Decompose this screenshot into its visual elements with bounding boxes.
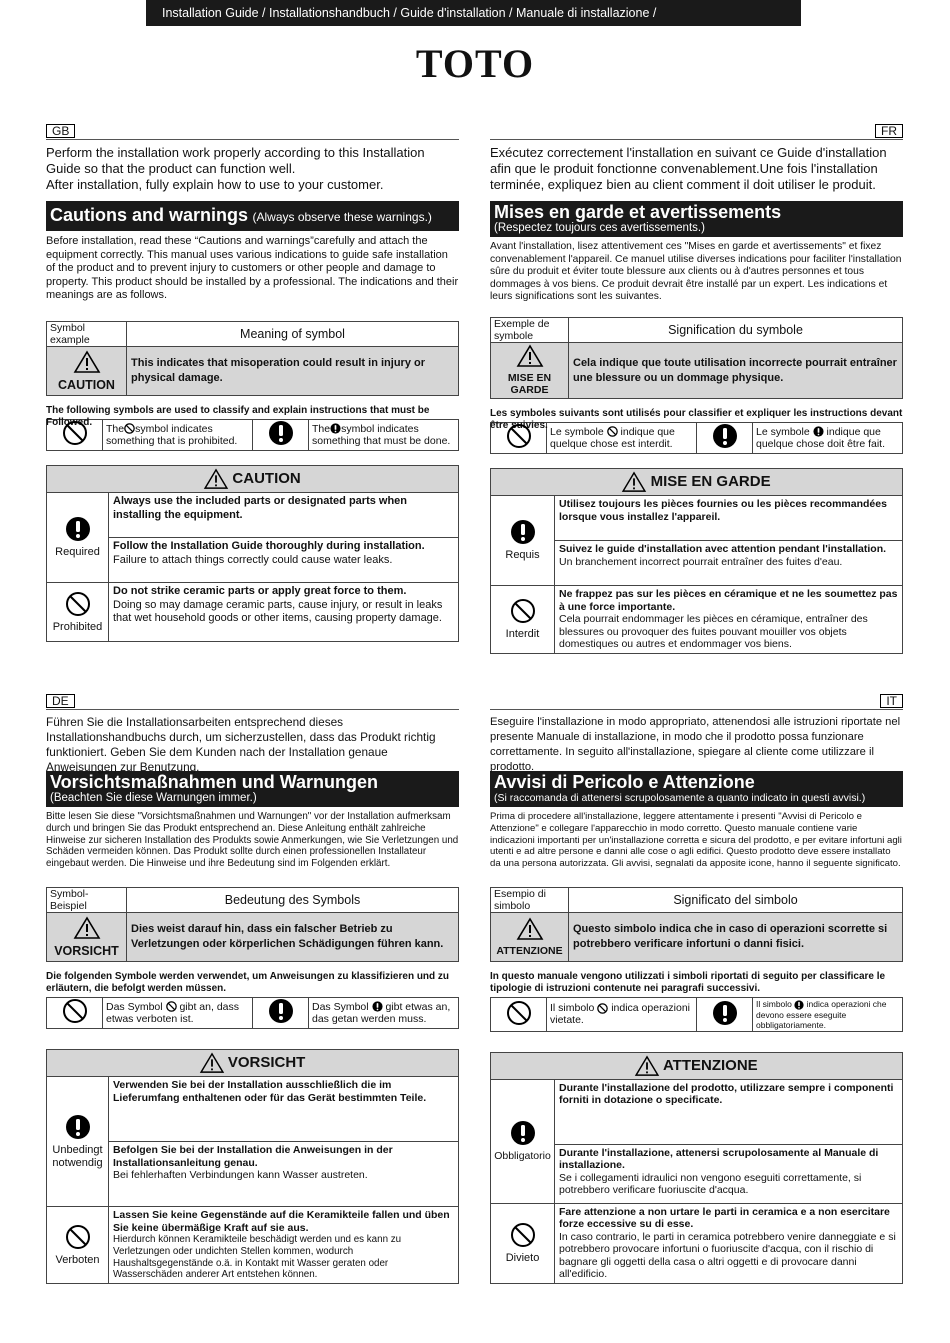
banner-subtitle: (Always observe these warnings.): [252, 210, 432, 224]
required-item-2-detail: Un branchement incorrect pourrait entraîner des fuites d'eau.: [559, 555, 843, 568]
symbol-table: [46, 321, 459, 396]
banner-subtitle: (Si raccomanda di attenersi scrupolosamente a quanto indicato in questi avvisi.): [494, 792, 866, 804]
prohibited-item-1: Fare attenzione a non urtare le parti in ceramica e a non esercitare forze eccessive su di esse.: [559, 1205, 890, 1231]
symbol-meaning: Questo simbolo indica che in caso di operazioni scorrette si potrebbero verificare infortuni o danni fisici.: [569, 913, 903, 962]
lang-row: [46, 124, 459, 140]
legend-required-b: indique que quelque chose doit être fait.: [756, 425, 886, 450]
symbol-example-header: Exemple de symbole: [491, 318, 569, 343]
symbol-legend: [490, 997, 903, 1032]
legend-prohibited-a: The: [106, 422, 125, 435]
caution-table: [46, 1049, 459, 1284]
cautions-body: Avant l'installation, lisez attentivement ces "Mises en garde et avertissements" et fixez convenablement l'appareil. Ce manuel utilise diverses indications pour faciliter l'installation sûre du produit et éviter toute blessure aux clients ou à d'autres personnes et tous dommages à vos biens. Ce produit devrait être installé par un expert. Les indications et leurs significations sont les suivantes.: [490, 241, 902, 302]
caution-label: MISE EN GARDE: [507, 372, 552, 396]
warning-triangle-icon: [200, 1053, 224, 1073]
prohibited-icon: [65, 1224, 91, 1250]
required-item-2: Durante l'installazione, attenersi scrupolosamente al Manuale di installazione.: [559, 1146, 879, 1172]
prohibited-label: Prohibited: [52, 620, 103, 633]
prohibited-item-1-detail: Doing so may damage ceramic parts, cause injury, or result in leaks that wet household goods or other items, causing property damage.: [113, 598, 443, 624]
lang-badge: DE: [46, 694, 75, 708]
lang-badge: GB: [46, 124, 75, 138]
warning-triangle-icon: [517, 918, 543, 940]
legend-prohibited-b: gibt an, dass etwas verboten ist.: [106, 1000, 239, 1025]
prohibited-icon: [124, 423, 135, 434]
prohibited-item-1-detail: In caso contrario, le parti in ceramica potrebbero venire danneggiate e si potrebbero provocare infortuni o fuoriuscite d'acqua, con il rischio di bagnare gli oggetti della casa o altri oggetti e di provocare danni all'edificio.: [559, 1230, 896, 1281]
symbol-example-header: Symbol example: [47, 322, 127, 347]
prohibited-icon: [597, 1003, 608, 1014]
symbol-legend: [490, 422, 903, 454]
symbols-lead: Die folgenden Symbole werden verwendet, um Anweisungen zu klassifizieren und zu erläutern, die befolgt werden müssen.: [46, 971, 450, 994]
prohibited-item-1: Ne frappez pas sur les pièces en céramique et ne les soumettez pas à une force importante.: [559, 588, 898, 613]
banner-title: Mises en garde et avertissements: [494, 202, 782, 222]
legend-prohibited-a: Das Symbol: [106, 1000, 163, 1013]
banner-title: Cautions and warnings: [50, 205, 249, 225]
legend-prohibited-b: indique que quelque chose est interdit.: [550, 425, 675, 450]
symbol-meaning-header: Significato del simbolo: [569, 888, 903, 913]
prohibited-label: Verboten: [55, 1253, 100, 1266]
prohibited-label: Interdit: [505, 627, 540, 640]
caution-table: [490, 1052, 903, 1284]
required-icon: [268, 998, 294, 1024]
required-label: Required: [55, 546, 100, 558]
required-icon: [65, 1114, 91, 1140]
prohibited-icon: [166, 1001, 177, 1012]
prohibited-item-1-detail: Cela pourrait endommager les pièces en céramique, entraîner des blessures ou provoquer des fuites pouvant mouiller vos objets domestiques ou autres et endommager vos biens.: [559, 613, 868, 650]
prohibited-icon: [62, 998, 88, 1024]
required-icon: [794, 1000, 804, 1010]
lang-badge: IT: [880, 694, 903, 708]
warning-triangle-icon: [635, 1056, 659, 1076]
required-item-1: Durante l'installazione del prodotto, utilizzare sempre i componenti forniti in dotazione o specificate.: [559, 1081, 894, 1107]
symbol-example-header: Symbol-Beispiel: [47, 888, 127, 913]
caution-table: [46, 465, 459, 642]
legend-required-b: indica operazioni che devono essere eseguite obbligatoriamente.: [756, 999, 887, 1030]
prohibited-label: Divieto: [505, 1251, 540, 1264]
caution-label: VORSICHT: [54, 943, 119, 958]
required-item-2-detail: Se i collegamenti idraulici non vengono eseguiti correttamente, si potrebbero verificare fuoriuscite d'acqua.: [559, 1171, 862, 1197]
caution-header: CAUTION: [232, 469, 301, 487]
required-item-1: Verwenden Sie bei der Installation ausschließlich die im Lieferumfang enthaltenen oder für das Gerät bestimmten Teile.: [113, 1079, 427, 1104]
banner-title: Avvisi di Pericolo e Attenzione: [494, 772, 755, 792]
cautions-banner: [490, 201, 903, 237]
symbols-lead: The following symbols are used to classify and explain instructions that must be Followed.: [46, 405, 430, 428]
banner-subtitle: (Respectez toujours ces avertissements.): [494, 222, 705, 234]
prohibited-item-1-detail: Hierdurch können Keramikteile beschädigt werden und es kann zu Verletzungen oder undichten Stellen kommen, wodurch Haushaltsgegenstände o.ä. in Kontakt mit Wasser geraten oder Wasserschäden anderer Art entstehen können.: [113, 1234, 402, 1281]
required-item-2: Suivez le guide d'installation avec attention pendant l'installation.: [559, 543, 887, 555]
prohibited-icon: [506, 1000, 532, 1026]
intro-text: Perform the installation work properly according to this Installation Guide so that the product can function well. After installation, fully explain how to use to your customer.: [46, 145, 425, 192]
required-icon: [510, 519, 536, 545]
required-item-2: Follow the Installation Guide thoroughly during installation.: [113, 540, 425, 552]
required-icon: [330, 423, 341, 434]
required-icon: [65, 516, 91, 542]
cautions-body: Bitte lesen Sie diese "Vorsichtsmaßnahmen und Warnungen" vor der Installation aufmerksam durch und bringen Sie das Produkt entsprechend an. Diese Anleitung enthält zahlreiche Hinweise zur sicheren Installation des Produkts sowie Anmerkungen, wie Sie Verletzungen und Schäden vermeiden können. Das Produkt sollte durch einen professionellen Installateur eingebaut werden. Die Hinweise und ihre Bedeutung sind im Folgenden erklärt.: [46, 811, 459, 870]
cautions-banner: [46, 201, 459, 231]
toto-logo: TOTO: [415, 41, 535, 86]
prohibited-icon: [607, 426, 618, 437]
required-label: Requis: [505, 549, 540, 561]
caution-label: CAUTION: [58, 377, 115, 392]
banner-title: Vorsichtsmaßnahmen und Warnungen: [50, 772, 379, 792]
symbol-table: [490, 317, 903, 399]
warning-triangle-icon: [204, 469, 228, 489]
required-icon: [372, 1001, 383, 1012]
legend-prohibited-b: indica operazioni vietate.: [550, 1001, 691, 1027]
symbol-meaning-header: Meaning of symbol: [127, 322, 459, 347]
lang-row: [46, 694, 459, 710]
guide-title-bar: [146, 0, 801, 26]
legend-required-a: Il simbolo: [756, 999, 792, 1009]
symbol-table: [490, 887, 903, 962]
warning-triangle-icon: [517, 345, 543, 367]
required-item-2-detail: Bei fehlerhaften Verbindungen kann Wasser austreten.: [113, 1169, 368, 1181]
prohibited-icon: [65, 591, 91, 617]
legend-prohibited-b: symbol indicates something that is prohibited.: [106, 422, 238, 447]
intro-text: Führen Sie die Installationsarbeiten entsprechend dieses Installationshandbuchs durch, um sicherzustellen, dass das Produkt richtig funktioniert. Geben Sie dem Kunden nach der Installation genaue Anweisungen zur Benutzung.: [46, 715, 436, 774]
symbol-meaning: Dies weist darauf hin, dass ein falscher Betrieb zu Verletzungen oder körperlichen Schädigungen führen kann.: [127, 913, 459, 962]
cautions-body: Prima di procedere all'installazione, leggere attentamente i presenti "Avvisi di Pericolo e Attenzione" e collegare l'apparecchio in modo corretto. Questo manuale contiene varie indicazioni importanti per un'installazione corretta e sicura del prodotto, e per evitare infortuni agli utenti e ad altre persone e danni alle cose o agli edifici. Questo prodotto deve essere installato da una persona autorizzata. Gli avvisi, segnalati da apposite icone, hanno il seguente significato.: [490, 811, 902, 870]
symbols-lead: In questo manuale vengono utilizzati i simboli riportati di seguito per classificare le tipologie di istruzioni contenute nei paragrafi successivi.: [490, 971, 886, 994]
required-item-2-detail: Failure to attach things correctly could cause water leaks.: [113, 553, 393, 566]
symbol-legend: [46, 419, 459, 451]
lang-badge: FR: [875, 124, 903, 138]
section-gb: [46, 124, 459, 642]
symbol-legend: [46, 997, 459, 1029]
guide-title: Installation Guide / Installationshandbuch / Guide d'installation / Manuale di installazione /: [162, 6, 657, 20]
symbol-meaning-header: Bedeutung des Symbols: [127, 888, 459, 913]
caution-header: VORSICHT: [227, 1053, 306, 1071]
symbol-meaning-header: Signification du symbole: [569, 318, 903, 343]
required-icon: [712, 423, 738, 449]
warning-triangle-icon: [74, 917, 100, 939]
prohibited-item-1: Lassen Sie keine Gegenstände auf die Keramikteile fallen und üben Sie keine übermäßige Kraft auf sie aus.: [113, 1209, 450, 1234]
section-it: [490, 694, 903, 1284]
legend-prohibited-a: Il simbolo: [550, 1001, 595, 1014]
required-item-2: Befolgen Sie bei der Installation die Anweisungen in der Installationsanleitung genau.: [113, 1144, 393, 1169]
banner-subtitle: (Beachten Sie diese Warnungen immer.): [50, 792, 257, 804]
legend-required-a: The: [312, 422, 331, 435]
prohibited-icon: [62, 420, 88, 446]
caution-table: [490, 468, 903, 654]
prohibited-icon: [510, 598, 536, 624]
legend-required-b: symbol indicates something that must be done.: [312, 422, 451, 447]
required-item-1: Utilisez toujours les pièces fournies ou les pièces recommandées lorsque vous installez l'appareil.: [559, 498, 887, 523]
required-label: Obbligatorio: [494, 1149, 551, 1162]
cautions-banner: [490, 771, 903, 807]
required-icon: [268, 420, 294, 446]
legend-required-b: gibt etwas an, das getan werden muss.: [312, 1000, 451, 1025]
prohibited-icon: [510, 1222, 536, 1248]
caution-label: ATTENZIONE: [496, 944, 563, 957]
cautions-body: Before installation, read these “Cautions and warnings”carefully and attach the equipment correctly. This manual uses various indications to guide safe installation of the product and to prevent injury to customers or other people and damage to property. This product should be installed by a professional. The indications and their meanings are as follows.: [46, 235, 459, 301]
legend-required-a: Das Symbol: [312, 1000, 369, 1013]
intro-text: Exécutez correctement l'installation en suivant ce Guide d'installation afin que le produit fonctionne convenablement.Une fois l'installation terminée, expliquez bien au client comment il doit utiliser le produit.: [490, 145, 887, 192]
section-de: [46, 694, 459, 1284]
legend-prohibited-a: Le symbole: [550, 425, 604, 438]
lang-row: [490, 124, 903, 140]
section-fr: [490, 124, 903, 654]
caution-header: ATTENZIONE: [662, 1056, 758, 1074]
required-icon: [813, 426, 824, 437]
required-label: Unbedingt notwendig: [52, 1143, 103, 1169]
required-icon: [510, 1120, 536, 1146]
intro-text: Eseguire l'installazione in modo appropriato, attenendosi alle istruzioni riportate nel presente Manuale di installazione, in modo che il prodotto possa funzionare correttamente. In seguito all'installazione, spiegare al cliente come utilizzare il prodotto.: [490, 716, 901, 773]
symbol-meaning: This indicates that misoperation could result in injury or physical damage.: [127, 347, 459, 396]
lang-row: [490, 694, 903, 710]
warning-triangle-icon: [622, 472, 646, 492]
caution-header: MISE EN GARDE: [650, 472, 771, 490]
cautions-banner: [46, 771, 459, 807]
prohibited-icon: [506, 423, 532, 449]
legend-required-a: Le symbole: [756, 425, 810, 438]
symbols-lead: Les symboles suivants sont utilisés pour classifier et expliquer les instructions devant être suivies.: [490, 408, 903, 431]
prohibited-item-1: Do not strike ceramic parts or apply great force to them.: [113, 585, 407, 597]
symbol-example-header: Esempio di simbolo: [491, 888, 569, 913]
required-icon: [712, 1000, 738, 1026]
required-item-1: Always use the included parts or designated parts when installing the equipment.: [113, 495, 408, 521]
symbol-table: [46, 887, 459, 962]
symbol-meaning: Cela indique que toute utilisation incorrecte pourrait entraîner une blessure ou un dommage physique.: [569, 343, 903, 399]
warning-triangle-icon: [74, 351, 100, 373]
